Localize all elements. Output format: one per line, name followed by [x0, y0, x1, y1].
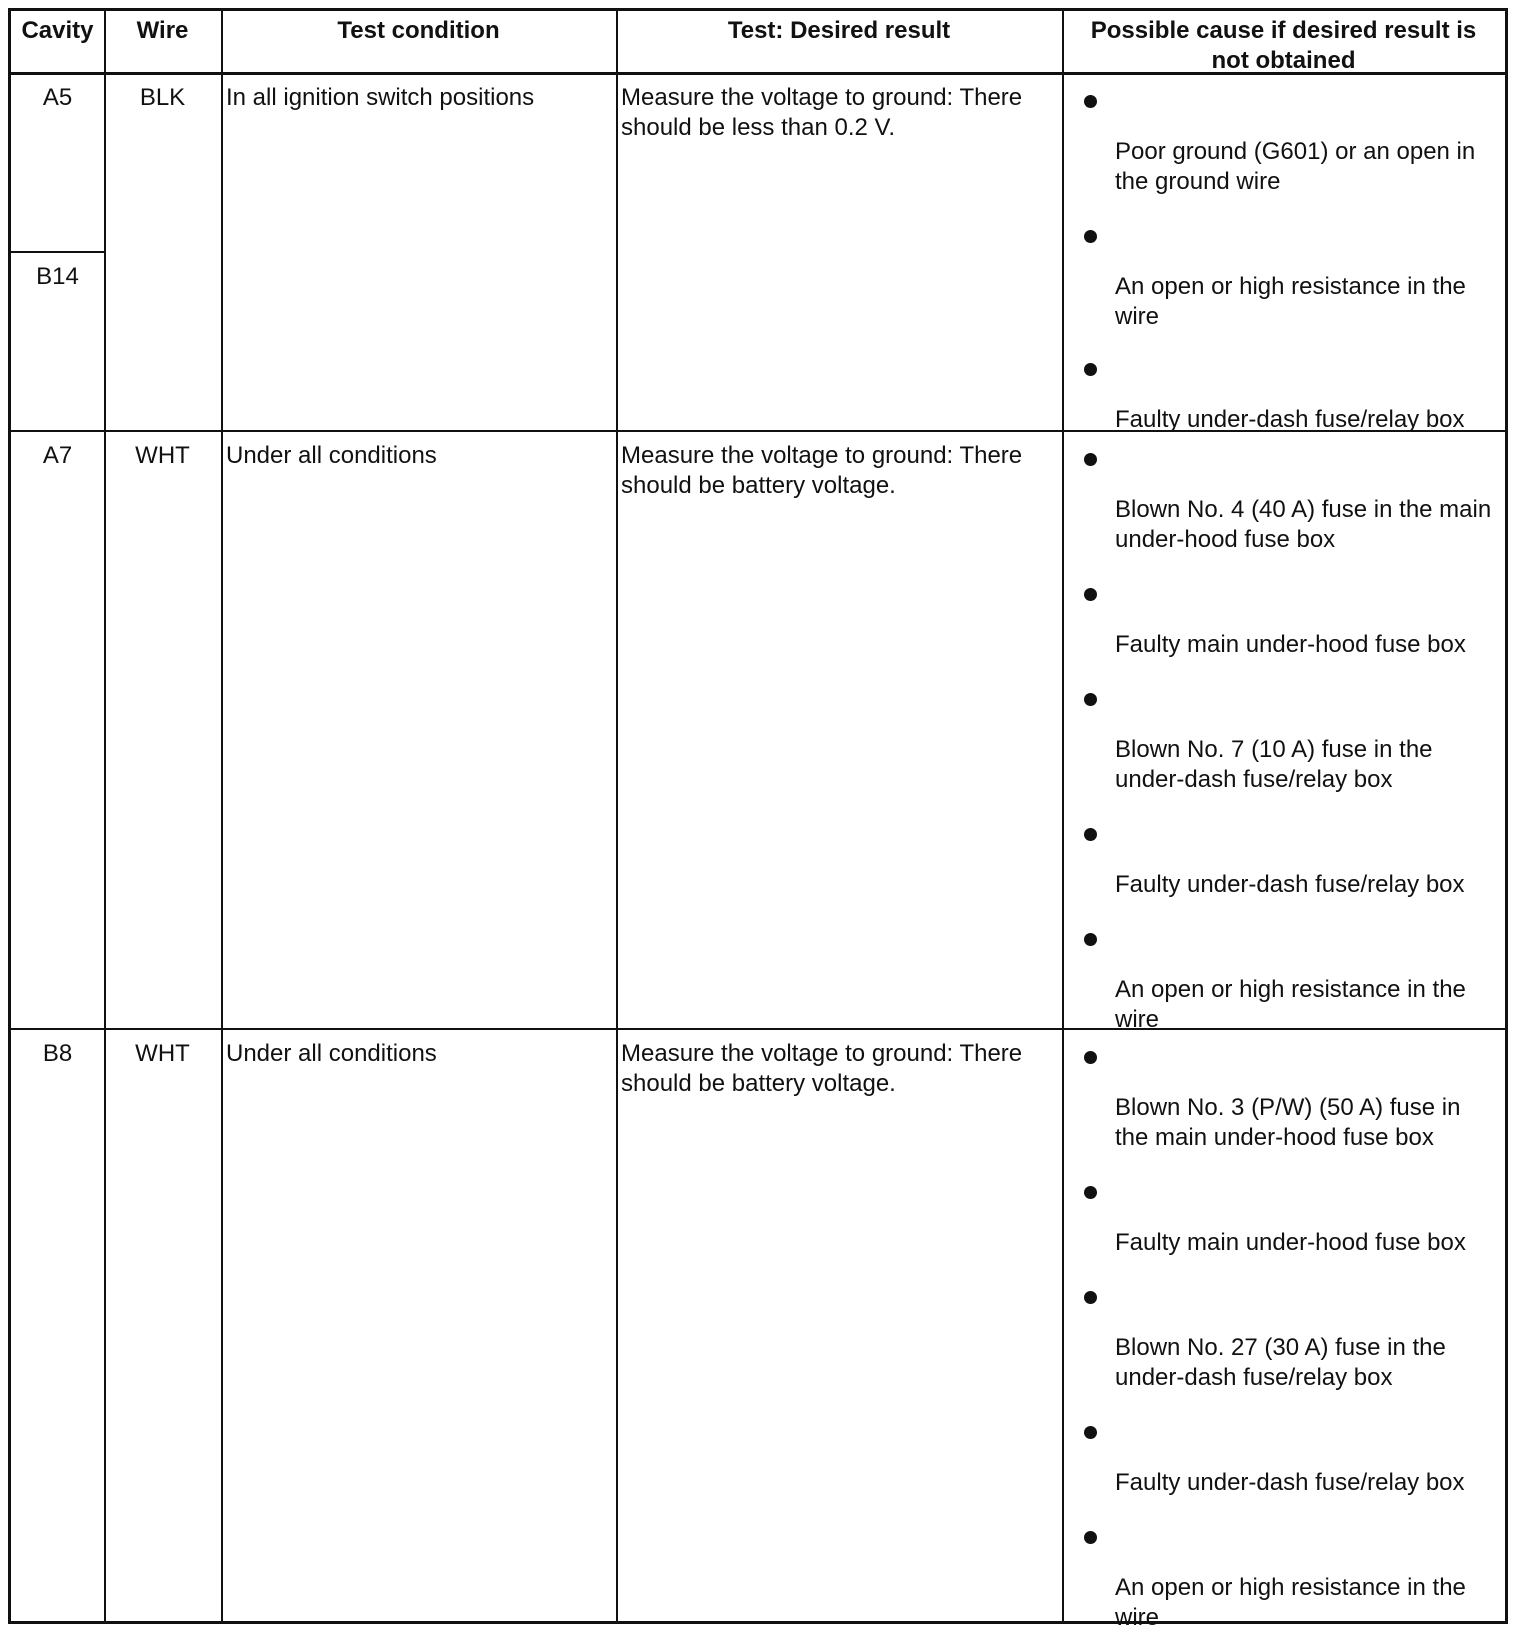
- cause-text: Poor ground (G601) or an open in the ground wire: [1115, 138, 1476, 195]
- cause-text: Blown No. 3 (P/W) (50 A) fuse in the main under-hood fuse box: [1115, 1094, 1461, 1151]
- bullet-icon: [1084, 1186, 1097, 1199]
- cause-text: Faulty under-dash fuse/relay box: [1115, 1469, 1465, 1496]
- cavity-sub-divider: [11, 251, 104, 253]
- cause-text: Faulty main under-hood fuse box: [1115, 631, 1466, 658]
- wire-cell: WHT: [135, 442, 190, 469]
- desired-result-cell: Measure the voltage to ground: There should be battery voltage.: [621, 442, 1023, 499]
- cause-text: An open or high resistance in the wire: [1115, 976, 1466, 1033]
- header-test-condition: Test condition: [337, 17, 500, 44]
- diagnostic-table: [8, 8, 1508, 1631]
- wire-cell: WHT: [135, 1040, 190, 1067]
- bullet-icon: [1084, 230, 1097, 243]
- bullet-icon: [1084, 95, 1097, 108]
- column-divider: [221, 11, 223, 1621]
- bullet-icon: [1084, 1291, 1097, 1304]
- bullet-icon: [1084, 588, 1097, 601]
- cause-text: Blown No. 4 (40 A) fuse in the main under-hood fuse box: [1115, 496, 1492, 553]
- bullet-icon: [1084, 828, 1097, 841]
- wire-cell: BLK: [139, 84, 186, 111]
- test-condition-cell: In all ignition switch positions: [226, 84, 535, 111]
- column-divider: [104, 11, 106, 1621]
- cause-text: Blown No. 7 (10 A) fuse in the under-dash fuse/relay box: [1115, 736, 1433, 793]
- bullet-icon: [1084, 453, 1097, 466]
- header-cavity: Cavity: [21, 17, 94, 44]
- cause-text: Faulty under-dash fuse/relay box: [1115, 871, 1465, 898]
- header-wire: Wire: [136, 17, 189, 44]
- cause-text: Blown No. 27 (30 A) fuse in the under-dash fuse/relay box: [1115, 1334, 1446, 1391]
- column-divider: [1062, 11, 1064, 1621]
- cause-text: Faulty under-dash fuse/relay box: [1115, 406, 1465, 433]
- cause-text: An open or high resistance in the wire: [1115, 1574, 1466, 1631]
- bullet-icon: [1084, 693, 1097, 706]
- column-divider: [616, 11, 618, 1621]
- test-condition-cell: Under all conditions: [226, 442, 437, 469]
- desired-result-cell: Measure the voltage to ground: There should be battery voltage.: [621, 1040, 1023, 1097]
- bullet-icon: [1084, 1426, 1097, 1439]
- test-condition-cell: Under all conditions: [226, 1040, 437, 1067]
- cause-text: An open or high resistance in the wire: [1115, 273, 1466, 330]
- cause-text: Faulty main under-hood fuse box: [1115, 1229, 1466, 1256]
- header-desired-result: Test: Desired result: [727, 17, 951, 44]
- header-possible-cause: Possible cause if desired result is not obtained: [1090, 17, 1477, 74]
- cavity-cell: B14: [36, 263, 79, 290]
- cavity-cell: A7: [42, 442, 73, 469]
- desired-result-cell: Measure the voltage to ground: There should be less than 0.2 V.: [621, 84, 1023, 141]
- cavity-cell: A5: [42, 84, 73, 111]
- bullet-icon: [1084, 1051, 1097, 1064]
- bullet-icon: [1084, 363, 1097, 376]
- cavity-cell: B8: [42, 1040, 73, 1067]
- bullet-icon: [1084, 933, 1097, 946]
- bullet-icon: [1084, 1531, 1097, 1544]
